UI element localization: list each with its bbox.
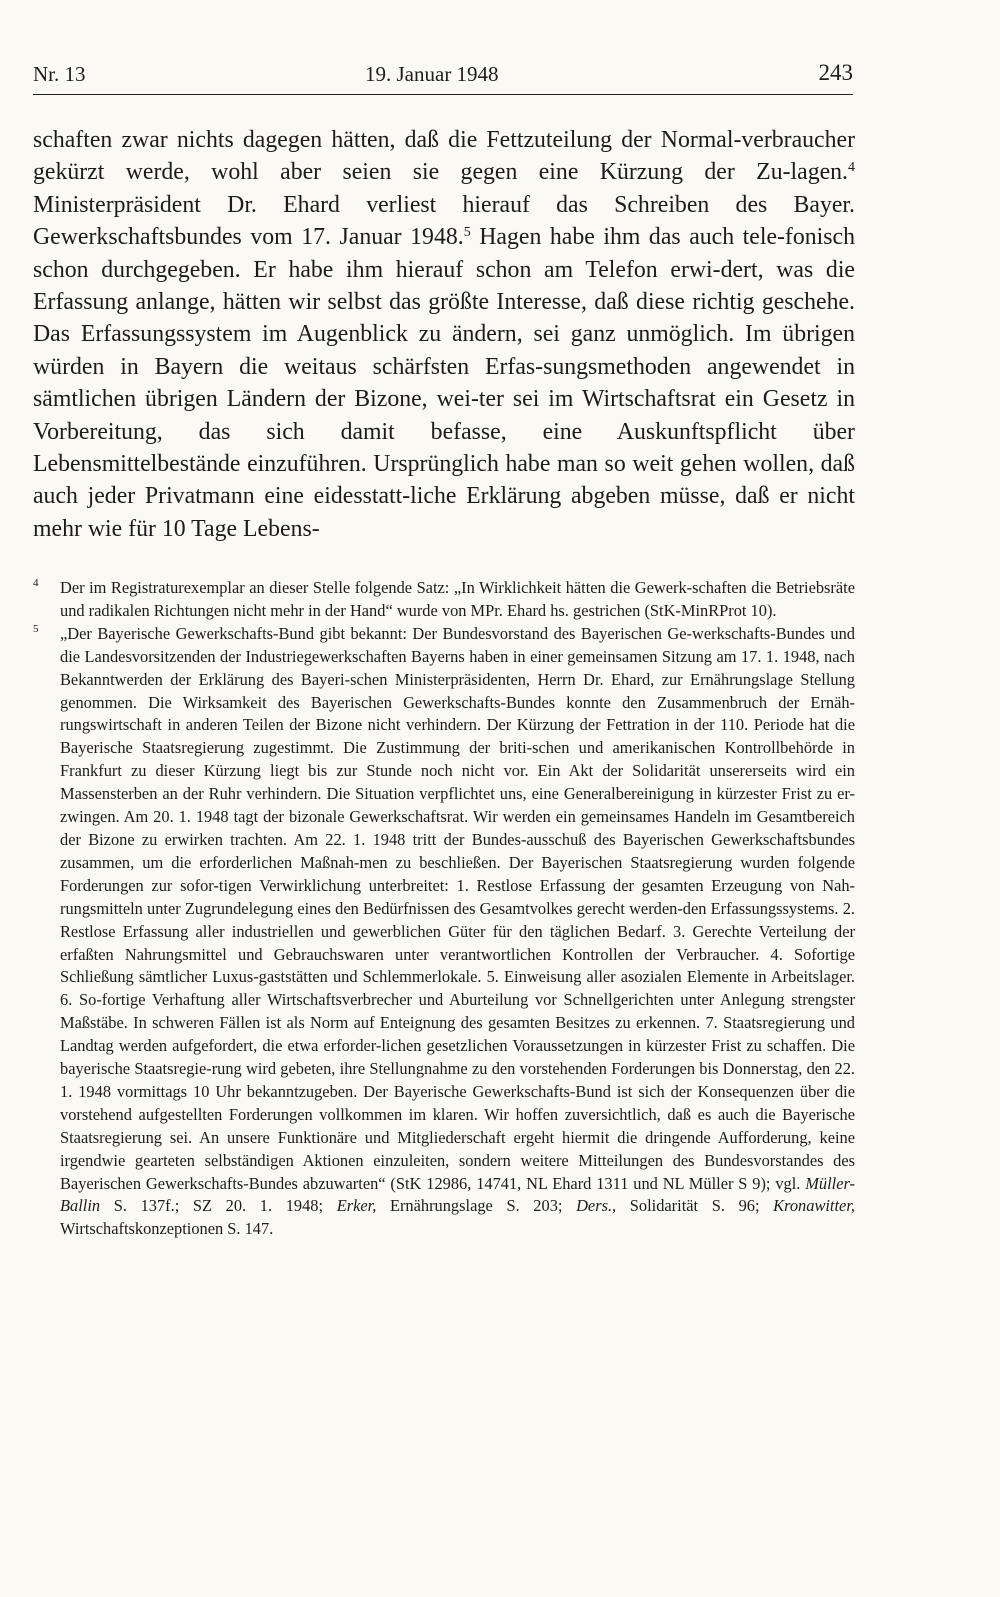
body-text-part: Hagen habe ihm das auch tele-fonisch schon durchgegeben. Er habe ihm hierauf schon am Telefon erwi-dert, was die Erfassung anlange, hätten wir selbst das größte Interesse, daß diese richtig geschehe. Das Erfassungssystem im Augenblick zu ändern, sei ganz unmöglich. Im übrigen würden in Bayern die weitaus schärfsten Erfas-sungsmethoden angewendet in sämtlichen übrigen Ländern der Bizone, wei-ter sei im Wirtschaftsrat ein Gesetz in Vorbereitung, das sich damit befasse, eine Auskunftspflicht über Lebensmittelbestände einzuführen. Ursprünglich habe man so weit gehen wollen, daß auch jeder Privatmann eine eidesstatt-liche Erklärung abgeben müsse, daß er nicht mehr wie für 10 Tage Lebens- — [33, 224, 855, 542]
footnote-reference: 4 — [848, 160, 855, 176]
footnote-text: Solidarität S. 96; — [616, 1196, 774, 1216]
header-date: 19. Januar 1948 — [365, 62, 499, 86]
footnote — [33, 577, 855, 623]
footnote-text: „Der Bayerische Gewerkschafts-Bund gibt bekannt: Der Bundesvorstand des Bayerischen Ge-werkschafts-Bundes und die Landesvorsitzenden der Industriegewerkschaften Bayerns haben in einer gemeinsamen Sitzung am 17. 1. 1948, nach Bekanntwerden der Erklärung des Bayeri-schen Ministerpräsidenten, Herrn Dr. Ehard, zur Ernährungslage Stellung genommen. Die Wirksamkeit des Bayerischen Gewerkschafts-Bundes konnte den Zusammenbruch der Ernäh-rungswirtschaft in anderen Teilen der Bizone nicht verhindern. Der Kürzung der Fettration in der 110. Periode hat die Bayerische Staatsregierung zugestimmt. Die Zustimmung der briti-schen und amerikanischen Kontrollbehörde in Frankfurt zu dieser Kürzung liegt bis zur Stunde noch nicht vor. Ein Akt der Solidarität unsererseits wird ein Massensterben an der Ruhr verhindern. Die Situation verpflichtet uns, eine Generalbereinigung in kürzester Frist zu er-zwingen. Am 20. 1. 1948 tagt der bizonale Gewerkschaftsrat. Wir werden ein gemeinsames Handeln im Gesamtbereich der Bizone zu erwirken trachten. Am 22. 1. 1948 tritt der Bundes-ausschuß des Bayerischen Gewerkschaftsbundes zusammen, um die erforderlichen Maßnah-men zu beschließen. Der Bayerischen Staatsregierung wurden folgende Forderungen zur sofor-tigen Verwirklichung unterbreitet: 1. Restlose Erfassung der gesamten Erzeugung von Nah-rungsmitteln unter Zugrundelegung eines den Bedürfnissen des Gesamtvolkes gerecht werden-den Erfassungssystems. 2. Restlose Erfassung aller industriellen und gewerblichen Güter für den täglichen Bedarf. 3. Gerechte Verteilung der erfaßten Nahrungsmittel und Gebrauchswaren unter verantwortlichen Kontrollen der Verbraucher. 4. Sofortige Schließung sämtlicher Luxus-gaststätten und Schlemmerlokale. 5. Einweisung aller asozialen Elemente in Arbeitslager. 6. So-fortige Verhaftung aller Wirtschaftsverbrecher und Aburteilung vor Schnellgerichten unter Anlegung strengster Maßstäbe. In schweren Fällen ist als Norm auf Enteignung des gesamten Besitzes zu erkennen. 7. Staatsregierung und Landtag werden aufgefordert, die etwa erforder-lichen gesetzlichen Voraussetzungen in kürzester Frist zu schaffen. Die bayerische Staatsregie-rung wird gebeten, ihre Stellungnahme zu den vorstehenden Forderungen bis Donnerstag, den 22. 1. 1948 vormittags 10 Uhr bekanntzugeben. Der Bayerische Gewerkschafts-Bund ist sich der Konsequenzen über die vorstehend aufgestellten Forderungen vollkommen im klaren. Wir hoffen zuversichtlich, daß es auch die Bayerische Staatsregierung sei. An unsere Funktionäre und Mitgliederschaft ergeht hiermit die dringende Aufforderung, keine irgendwie gearteten selbständigen Aktionen einzuleiten, sondern weitere Mitteilungen des Bundesvorstandes des Bayerischen Gewerkschafts-Bundes abzuwarten“ (StK 12986, 14741, NL Ehard 1311 und NL Müller S 9); vgl. — [60, 623, 855, 1193]
cited-author: Ders., — [576, 1196, 617, 1216]
body-text-part: Ministerpräsident Dr. Ehard verliest hierauf das Schreiben des Bayer. Gewerkschaftsbundes vom 17. Januar 1948. — [33, 191, 855, 251]
footnote-number: 4 — [33, 577, 39, 589]
body-paragraph — [33, 124, 855, 545]
running-header — [33, 60, 853, 95]
footnote-text: S. 137f.; SZ 20. 1. 1948; — [100, 1196, 337, 1216]
cited-author: Erker, — [336, 1196, 377, 1216]
footnote-number: 5 — [33, 622, 39, 635]
body-text-part: schaften zwar nichts dagegen hätten, daß die Fettzuteilung der Normal-verbraucher gekürzt werde, wohl aber seien sie gegen eine Kürzung der Zu-lagen. — [33, 127, 855, 186]
footnote — [33, 623, 855, 1241]
footnote-text: Ernährungslage S. 203; — [376, 1196, 577, 1216]
cited-author: Müller-Ballin — [60, 1173, 855, 1216]
protocol-number: Nr. 13 — [33, 62, 86, 86]
main-text — [33, 124, 855, 545]
footnote-text: Wirtschaftskonzeptionen S. 147. — [60, 1219, 274, 1239]
page-number: 243 — [818, 60, 853, 85]
footnote-reference: 5 — [463, 225, 471, 241]
footnotes — [33, 577, 855, 1241]
cited-author: Kronawitter, — [773, 1196, 855, 1216]
footnote-text: Der im Registraturexemplar an dieser Stelle folgende Satz: „In Wirklichkeit hätten die Gewerk-schaften die Betriebsräte und radikalen Richtungen nicht mehr in der Hand“ wurde von MPr. Ehard hs. gestrichen (StK-MinRProt 10). — [60, 578, 855, 620]
